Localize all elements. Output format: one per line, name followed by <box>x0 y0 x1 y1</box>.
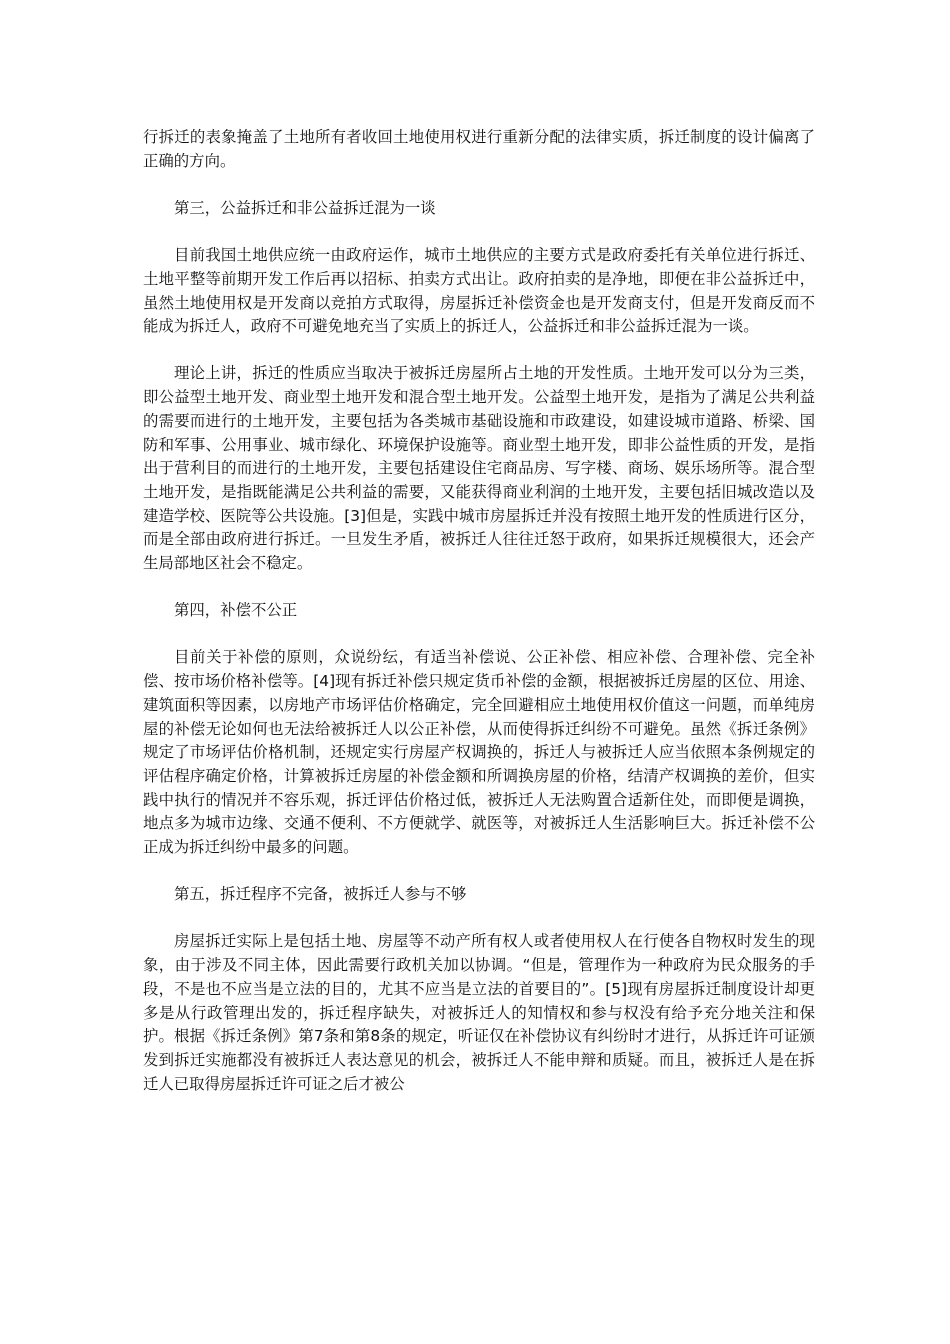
paragraph-land-supply: 目前我国土地供应统一由政府运作，城市土地供应的主要方式是政府委托有关单位进行拆迁、土地平整等前期开发工作后再以招标、拍卖方式出让。政府拍卖的是净地，即便在非公益拆迁中，虽然土地使用权是开发商以竞拍方式取得，房屋拆迁补偿资金也是开发商支付，但是开发商反而不能成为拆迁人，政府不可避免地充当了实质上的拆迁人，公益拆迁和非公益拆迁混为一谈。 <box>143 246 815 336</box>
paragraph-procedure: 房屋拆迁实际上是包括土地、房屋等不动产所有权人或者使用权人在行使各自物权时发生的现象，由于涉及不同主体，因此需要行政机关加以协调。“但是，管理作为一种政府为民众服务的手段，不是也不应当是立法的目的，尤其不应当是立法的首要目的”。[5]现有房屋拆迁制度设计却更多是从行政管理出发的，拆迁程序缺失，对被拆迁人的知情权和参与权没有给予充分地关注和保护。根据《拆迁条例》第7条和第8条的规定，听证仅在补偿协议有纠纷时才进行，从拆迁许可证颁发到拆迁实施都没有被拆迁人表达意见的机会，被拆迁人不能申辩和质疑。而且，被拆迁人是在拆迁人已取得房屋拆迁许可证之后才被公 <box>143 932 815 1093</box>
document-page <box>143 126 815 1120</box>
section-heading-fourth: 第四，补偿不公正 <box>174 601 298 620</box>
section-heading-third: 第三，公益拆迁和非公益拆迁混为一谈 <box>174 198 436 217</box>
paragraph-continued: 行拆迁的表象掩盖了土地所有者收回土地使用权进行重新分配的法律实质，拆迁制度的设计偏离了正确的方向。 <box>143 128 815 170</box>
section-heading-fifth: 第五，拆迁程序不完备，被拆迁人参与不够 <box>174 885 467 904</box>
paragraph-compensation: 目前关于补偿的原则，众说纷纭，有适当补偿说、公正补偿、相应补偿、合理补偿、完全补偿、按市场价格补偿等。[4]现有拆迁补偿只规定货币补偿的金额，根据被拆迁房屋的区位、用途、建筑面积等因素，以房地产市场评估价格确定，完全回避相应土地使用权价值这一问题，而单纯房屋的补偿无论如何也无法给被拆迁人以公正补偿，从而使得拆迁纠纷不可避免。虽然《拆迁条例》规定了市场评估价格机制，还规定实行房屋产权调换的，拆迁人与被拆迁人应当依照本条例规定的评估程序确定价格，计算被拆迁房屋的补偿金额和所调换房屋的价格，结清产权调换的差价，但实践中执行的情况并不容乐观，拆迁评估价格过低，被拆迁人无法购置合适新住处，而即便是调换，地点多为城市边缘、交通不便利、不方便就学、就医等，对被拆迁人生活影响巨大。拆迁补偿不公正成为拆迁纠纷中最多的问题。 <box>143 648 815 857</box>
paragraph-land-development-types: 理论上讲，拆迁的性质应当取决于被拆迁房屋所占土地的开发性质。土地开发可以分为三类，即公益型土地开发、商业型土地开发和混合型土地开发。公益型土地开发，是指为了满足公共利益的需要而进行的土地开发，主要包括为各类城市基础设施和市政建设，如建设城市道路、桥梁、国防和军事、公用事业、城市绿化、环境保护设施等。商业型土地开发，即非公益性质的开发，是指出于营利目的而进行的土地开发，主要包括建设住宅商品房、写字楼、商场、娱乐场所等。混合型土地开发，是指既能满足公共利益的需要，又能获得商业利润的土地开发，主要包括旧城改造以及建造学校、医院等公共设施。[3]但是，实践中城市房屋拆迁并没有按照土地开发的性质进行区分，而是全部由政府进行拆迁。一旦发生矛盾，被拆迁人往往迁怒于政府，如果拆迁规模很大，还会产生局部地区社会不稳定。 <box>143 364 815 573</box>
